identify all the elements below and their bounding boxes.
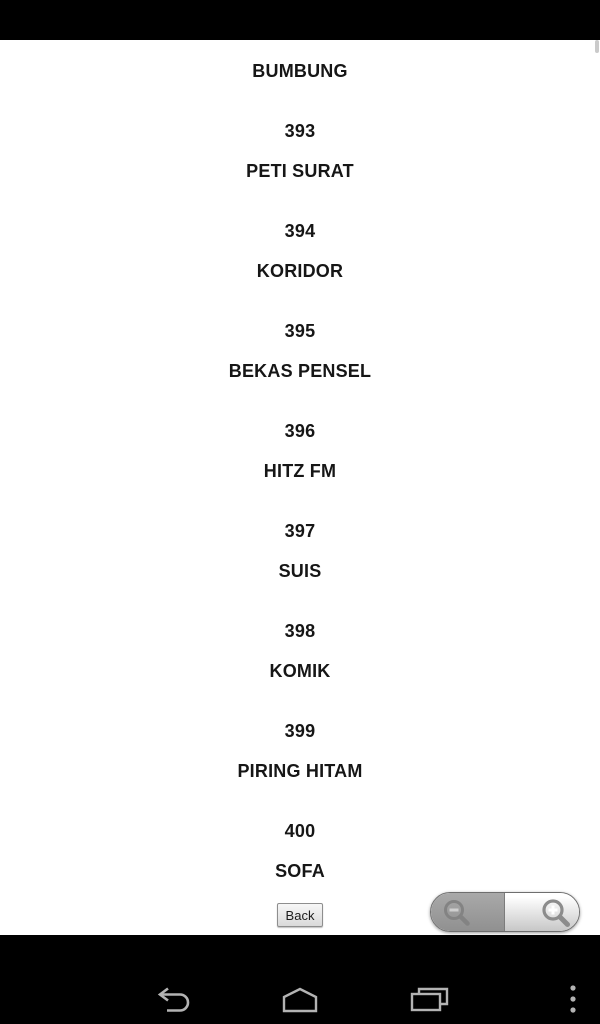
list-word: KORIDOR [256, 261, 344, 281]
zoom-in-button[interactable] [505, 893, 579, 931]
list-number: 400 [284, 821, 316, 841]
nav-recents-button[interactable] [409, 987, 451, 1013]
word-list [0, 40, 600, 881]
zoom-control [430, 892, 580, 932]
home-icon [281, 987, 319, 1013]
magnifier-plus-icon [540, 897, 570, 927]
nav-home-button[interactable] [281, 987, 319, 1013]
list-number: 396 [284, 421, 316, 441]
list-word: BUMBUNG [252, 61, 348, 81]
list-word: KOMIK [269, 661, 331, 681]
list-number: 395 [284, 321, 316, 341]
list-word: PETI SURAT [246, 161, 354, 181]
back-button[interactable]: Back [277, 903, 324, 927]
list-number: 399 [284, 721, 316, 741]
list-word: SOFA [275, 861, 325, 881]
list-word: SUIS [278, 561, 322, 581]
zoom-out-button[interactable] [431, 893, 505, 931]
list-word: HITZ FM [263, 461, 337, 481]
nav-menu-overflow-button[interactable] [567, 983, 579, 1017]
navigation-bar [0, 935, 600, 1024]
menu-overflow-icon [567, 983, 579, 1017]
scrollbar-thumb[interactable] [595, 40, 599, 53]
status-bar [0, 0, 600, 40]
list-number: 398 [284, 621, 316, 641]
nav-back-button[interactable] [150, 986, 194, 1014]
list-number: 394 [284, 221, 316, 241]
magnifier-minus-icon [442, 898, 470, 926]
list-word: PIRING HITAM [237, 761, 363, 781]
back-arrow-icon [150, 986, 194, 1014]
list-number: 397 [284, 521, 316, 541]
list-word: BEKAS PENSEL [228, 361, 372, 381]
word-list-screen [0, 40, 600, 935]
list-number: 393 [284, 121, 316, 141]
recent-apps-icon [409, 987, 451, 1013]
